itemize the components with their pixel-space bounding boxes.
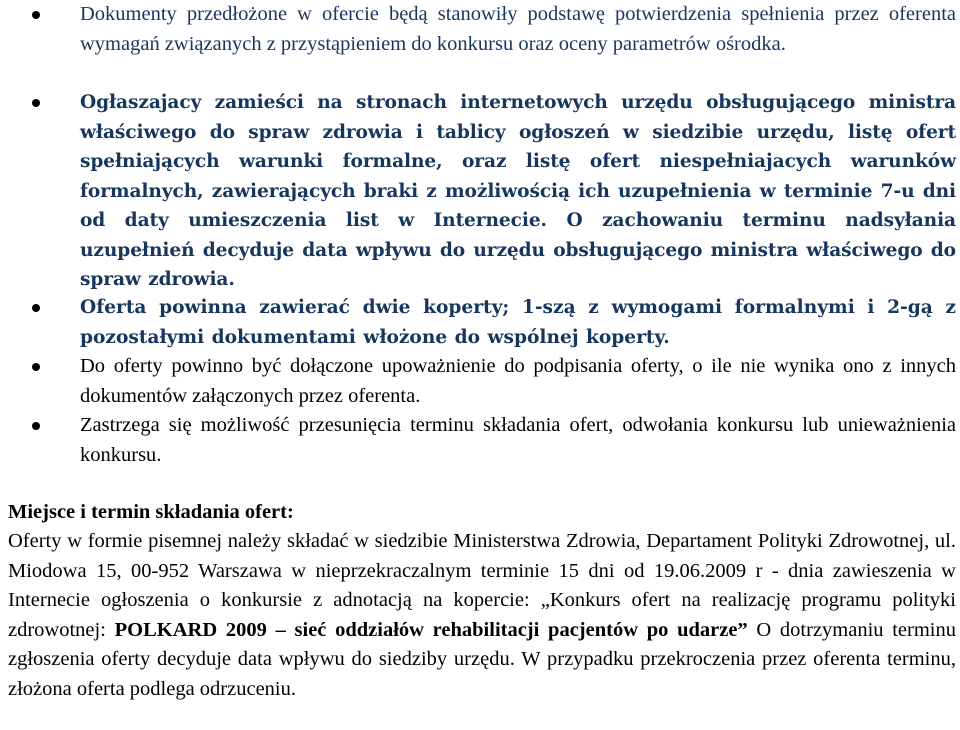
bullet-icon (32, 422, 40, 430)
list-item-text: Do oferty powinno być dołączone upoważnienie do podpisania oferty, o ile nie wynika ono z innych dokumentów załączonych przez oferenta. (80, 355, 956, 407)
list-item (80, 411, 956, 470)
list-item (80, 0, 956, 59)
list-item (80, 88, 956, 295)
bullet-icon (32, 304, 40, 312)
list-item (80, 352, 956, 411)
list-item-text: Zastrzega się możliwość przesunięcia terminu składania ofert, odwołania konkursu lub unieważnienia konkursu. (80, 414, 956, 466)
bullet-icon (32, 99, 40, 107)
list-item-text (80, 92, 956, 290)
list-item (80, 293, 956, 352)
list-item-text-part-b: O zachowaniu terminu nadsyłania uzupełnień decyduje data wpływu do urzędu obsługującego ministra właściwego do spraw zdrowia. (80, 210, 956, 290)
submission-paragraph (8, 527, 956, 704)
list-item-text-part-a: Ogłaszajacy zamieści na stronach internetowych urzędu obsługującego ministra właściwego do spraw zdrowia i tablicy ogłoszeń w siedzibie urzędu, listę ofert spełniających warunki formalne, oraz listę ofert niespełniajacych warunków formalnych, zawierających braki z możliwością ich uzupełnienia w terminie 7-u dni od daty umieszczenia list w Internecie. (80, 92, 956, 231)
bullet-icon (32, 11, 40, 19)
program-name: POLKARD 2009 – sieć oddziałów rehabilitacji pacjentów po udarze” (114, 618, 748, 641)
section-heading: Miejsce i termin składania ofert: (8, 501, 294, 523)
submission-text: Oferty w formie pisemnej należy składać w siedzibie Ministerstwa Zdrowia, Departament Polityki Zdrowotnej, ul. Miodowa 15, 00-952 Warszawa w nieprzekraczalnym terminie 15 dni od 19.06.2009 r - dnia zawieszenia w Internecie ogłoszenia o konkursie z adnotacją na kopercie: „Konkurs ofert na realizację programu polityki zdrowotnej: (8, 530, 956, 641)
list-item-text: Oferta powinna zawierać dwie koperty; 1-szą z wymogami formalnymi i 2-gą z pozostałymi dokumentami włożone do wspólnej koperty. (80, 297, 956, 348)
submission-deadline-text: O dotrzymaniu terminu zgłoszenia oferty decyduje data wpływu do siedziby urzędu. W przypadku przekroczenia przez oferenta terminu, złożona oferta podlega odrzuceniu. (8, 618, 957, 700)
list-item-text: Dokumenty przedłożone w ofercie będą stanowiły podstawę potwierdzenia spełnienia przez oferenta wymagań związanych z przystąpieniem do konkursu oraz oceny parametrów ośrodka. (80, 3, 956, 55)
bullet-icon (32, 363, 40, 371)
